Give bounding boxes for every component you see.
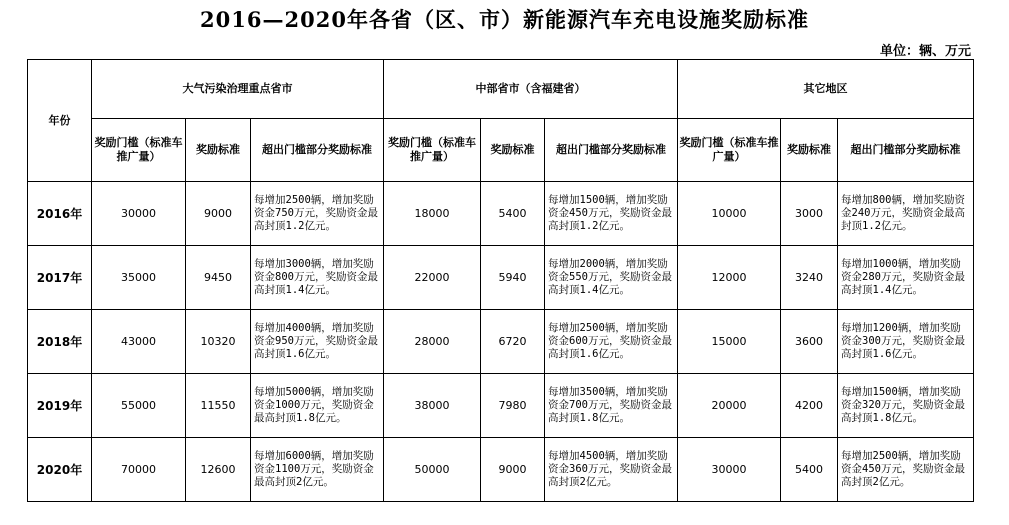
- award-cell: 5940: [481, 246, 545, 310]
- page-title: 2016—2020年各省（区、市）新能源汽车充电设施奖励标准: [200, 7, 809, 32]
- award-cell: 10320: [186, 310, 251, 374]
- threshold-cell: 10000: [678, 182, 781, 246]
- extra-cell: 每增加3500辆，增加奖励资金700万元，奖励资金最高封顶1.8亿元。: [545, 374, 678, 438]
- award-cell: 3000: [781, 182, 838, 246]
- extra-cell: 每增加4000辆，增加奖励资金950万元，奖励资金最高封顶1.6亿元。: [251, 310, 384, 374]
- award-cell: 7980: [481, 374, 545, 438]
- award-header: 奖励标准: [781, 119, 838, 182]
- extra-cell: 每增加6000辆，增加奖励资金1100万元，奖励资金最高封顶2亿元。: [251, 438, 384, 502]
- extra-header: 超出门槛部分奖励标准: [838, 119, 974, 182]
- extra-cell: 每增加4500辆，增加奖励资金360万元，奖励资金最高封顶2亿元。: [545, 438, 678, 502]
- award-cell: 12600: [186, 438, 251, 502]
- threshold-cell: 12000: [678, 246, 781, 310]
- threshold-cell: 22000: [384, 246, 481, 310]
- threshold-cell: 28000: [384, 310, 481, 374]
- award-cell: 9450: [186, 246, 251, 310]
- table-row: [28, 182, 974, 246]
- year-cell: 2017年: [28, 246, 92, 310]
- unit-label: 单位：辆、万元: [879, 44, 971, 59]
- award-cell: 5400: [481, 182, 545, 246]
- extra-cell: 每增加1500辆，增加奖励资金450万元，奖励资金最高封顶1.2亿元。: [545, 182, 678, 246]
- award-cell: 3240: [781, 246, 838, 310]
- extra-cell: 每增加1000辆，增加奖励资金280万元，奖励资金最高封顶1.4亿元。: [838, 246, 974, 310]
- award-cell: 9000: [481, 438, 545, 502]
- extra-cell: 每增加1500辆，增加奖励资金320万元，奖励资金最高封顶1.8亿元。: [838, 374, 974, 438]
- threshold-cell: 15000: [678, 310, 781, 374]
- table-row: [28, 374, 974, 438]
- year-header: 年份: [28, 60, 92, 182]
- extra-cell: 每增加2500辆，增加奖励资金750万元，奖励资金最高封顶1.2亿元。: [251, 182, 384, 246]
- group-header: 大气污染治理重点省市: [92, 60, 384, 119]
- year-cell: 2019年: [28, 374, 92, 438]
- threshold-cell: 35000: [92, 246, 186, 310]
- extra-cell: 每增加2000辆，增加奖励资金550万元，奖励资金最高封顶1.4亿元。: [545, 246, 678, 310]
- threshold-header: 奖励门槛（标准车推广量）: [678, 119, 781, 182]
- extra-header: 超出门槛部分奖励标准: [251, 119, 384, 182]
- year-cell: 2018年: [28, 310, 92, 374]
- incentive-table: [27, 59, 974, 502]
- threshold-cell: 43000: [92, 310, 186, 374]
- threshold-cell: 50000: [384, 438, 481, 502]
- year-cell: 2016年: [28, 182, 92, 246]
- extra-cell: 每增加5000辆，增加奖励资金1000万元，奖励资金最高封顶1.8亿元。: [251, 374, 384, 438]
- extra-cell: 每增加2500辆，增加奖励资金600万元，奖励资金最高封顶1.6亿元。: [545, 310, 678, 374]
- table-row: [28, 438, 974, 502]
- extra-cell: 每增加800辆，增加奖励资金240万元，奖励资金最高封顶1.2亿元。: [838, 182, 974, 246]
- table-row: [28, 246, 974, 310]
- threshold-cell: 70000: [92, 438, 186, 502]
- extra-cell: 每增加2500辆，增加奖励资金450万元，奖励资金最高封顶2亿元。: [838, 438, 974, 502]
- award-cell: 3600: [781, 310, 838, 374]
- award-cell: 4200: [781, 374, 838, 438]
- award-cell: 11550: [186, 374, 251, 438]
- award-header: 奖励标准: [481, 119, 545, 182]
- group-header: 其它地区: [678, 60, 974, 119]
- award-cell: 5400: [781, 438, 838, 502]
- threshold-cell: 55000: [92, 374, 186, 438]
- award-header: 奖励标准: [186, 119, 251, 182]
- year-cell: 2020年: [28, 438, 92, 502]
- threshold-header: 奖励门槛（标准车推广量）: [384, 119, 481, 182]
- threshold-cell: 30000: [92, 182, 186, 246]
- extra-cell: 每增加3000辆，增加奖励资金800万元，奖励资金最高封顶1.4亿元。: [251, 246, 384, 310]
- threshold-cell: 38000: [384, 374, 481, 438]
- extra-cell: 每增加1200辆，增加奖励资金300万元，奖励资金最高封顶1.6亿元。: [838, 310, 974, 374]
- award-cell: 9000: [186, 182, 251, 246]
- threshold-header: 奖励门槛（标准车推广量）: [92, 119, 186, 182]
- threshold-cell: 18000: [384, 182, 481, 246]
- extra-header: 超出门槛部分奖励标准: [545, 119, 678, 182]
- table-row: [28, 310, 974, 374]
- award-cell: 6720: [481, 310, 545, 374]
- group-header: 中部省市（含福建省）: [384, 60, 678, 119]
- threshold-cell: 20000: [678, 374, 781, 438]
- threshold-cell: 30000: [678, 438, 781, 502]
